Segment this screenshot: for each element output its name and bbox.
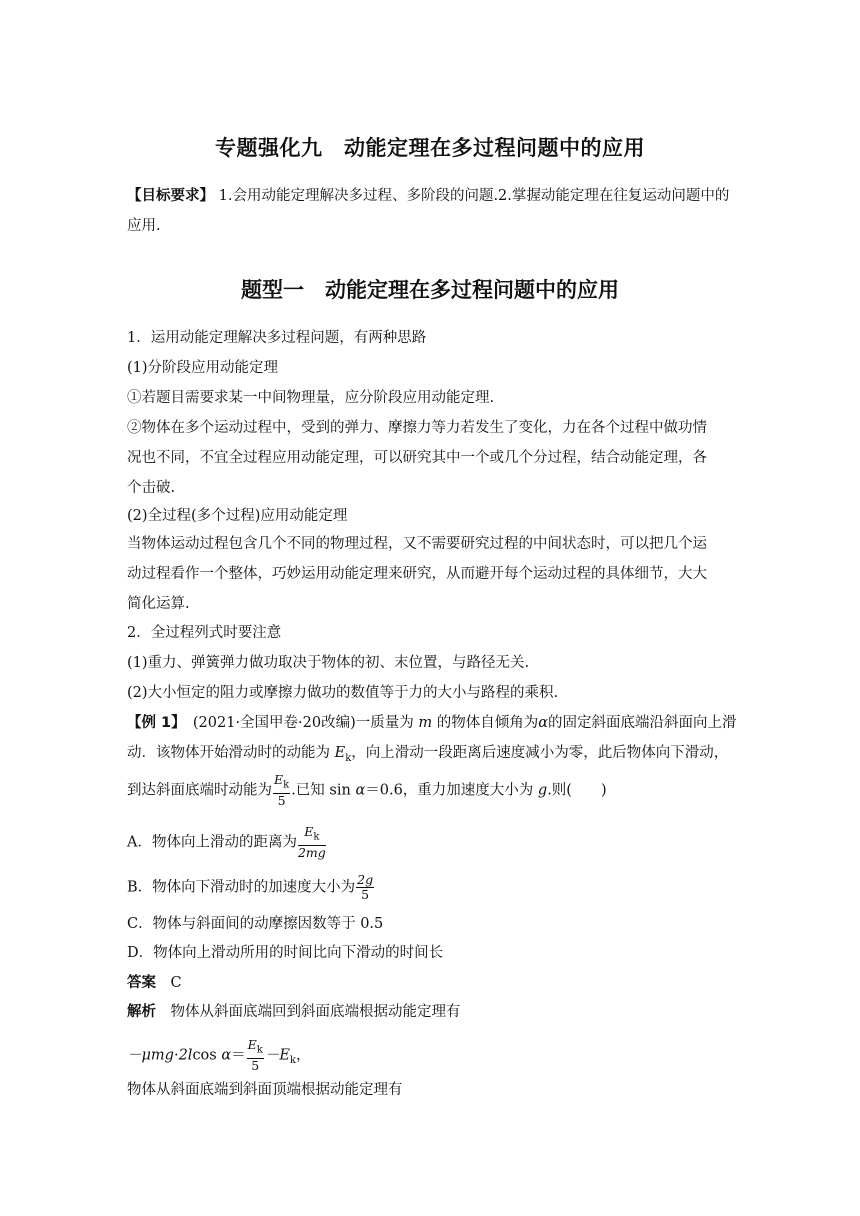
text-line: (1)重力、弹簧弹力做功取决于物体的初、末位置，与路径无关. [127,655,530,671]
text-line: 1．运用动能定理解决多过程问题，有两种思路 [127,330,427,346]
example-line-3: 到达斜面底端时动能为 $\frac{E_k}{5}$ .已知 sin α＝0.6，重力加速度大小为 g.则( ) [127,772,607,808]
text-line: 个击破. [127,480,176,496]
goal-line-2: 应用. [127,218,161,234]
text-line: ①若题目需要求某一中间物理量，应分阶段应用动能定理. [127,390,495,406]
example-label: 【例 1】 [127,715,179,731]
option-a: A．物体向上滑动的距离为 $\frac{E_k}{2mg}$ [127,824,326,860]
example-line-1: 【例 1】 (2021·全国甲卷·20改编)一质量为 m 的物体自倾角为α的固定斜面底端沿斜面向上滑 [127,715,737,731]
page-title: 专题强化九 动能定理在多过程问题中的应用 [215,136,645,160]
analysis-line-1: 解析 物体从斜面底端回到斜面底端根据动能定理有 [127,1004,461,1020]
fraction: $\frac{E_k}{5}$ [274,772,290,808]
text-line: (2)全过程(多个过程)应用动能定理 [127,508,348,524]
text-line: 简化运算. [127,596,190,612]
analysis-label: 解析 [127,1004,156,1020]
answer-value: C [170,975,182,991]
fraction: $\frac{E_k}{5}$ [247,1037,263,1073]
answer-label: 答案 [127,975,156,991]
section-title: 题型一 动能定理在多过程问题中的应用 [241,278,619,302]
analysis-line-2: 物体从斜面底端到斜面顶端根据动能定理有 [127,1082,403,1098]
text-line: 2．全过程列式时要注意 [127,625,282,641]
text-line: 动过程看作一个整体，巧妙运用动能定理来研究，从而避开每个运动过程的具体细节，大大 [127,566,707,582]
text-line: (2)大小恒定的阻力或摩擦力做功的数值等于力的大小与路程的乘积. [127,685,559,701]
goal-text: 1.会用动能定理解决多过程、多阶段的问题.2.掌握动能定理在往复运动问题中的 [214,188,730,204]
text-line: 况也不同，不宜全过程应用动能定理，可以研究其中一个或几个分过程，结合动能定理，各 [127,450,707,466]
fraction: $\frac{2g}{5}$ [357,872,374,902]
goal-label: 【目标要求】 [127,188,214,204]
goal-line-1 [127,186,729,206]
fraction: $\frac{E_k}{2mg}$ [297,824,326,860]
option-b: B．物体向下滑动时的加速度大小为 $\frac{2g}{5}$ [127,872,374,902]
option-d: D．物体向上滑动所用的时间比向下滑动的时间长 [127,945,444,961]
text-line: ②物体在多个运动过程中，受到的弹力、摩擦力等力若发生了变化，力在各个过程中做功情 [127,420,707,436]
option-c: C．物体与斜面间的动摩擦因数等于 0.5 [127,916,384,932]
answer-line [127,973,182,993]
analysis-equation: －μmg·2lcos α＝ $\frac{E_k}{5}$ $-E_k$， [127,1037,311,1073]
text-line: (1)分阶段应用动能定理 [127,360,279,376]
example-line-2: 动．该物体开始滑动时的动能为 $E_k$，向上滑动一段距离后速度减小为零，此后物体向下滑动， [127,745,729,764]
text-line: 当物体运动过程包含几个不同的物理过程，又不需要研究过程的中间状态时，可以把几个运 [127,536,707,552]
